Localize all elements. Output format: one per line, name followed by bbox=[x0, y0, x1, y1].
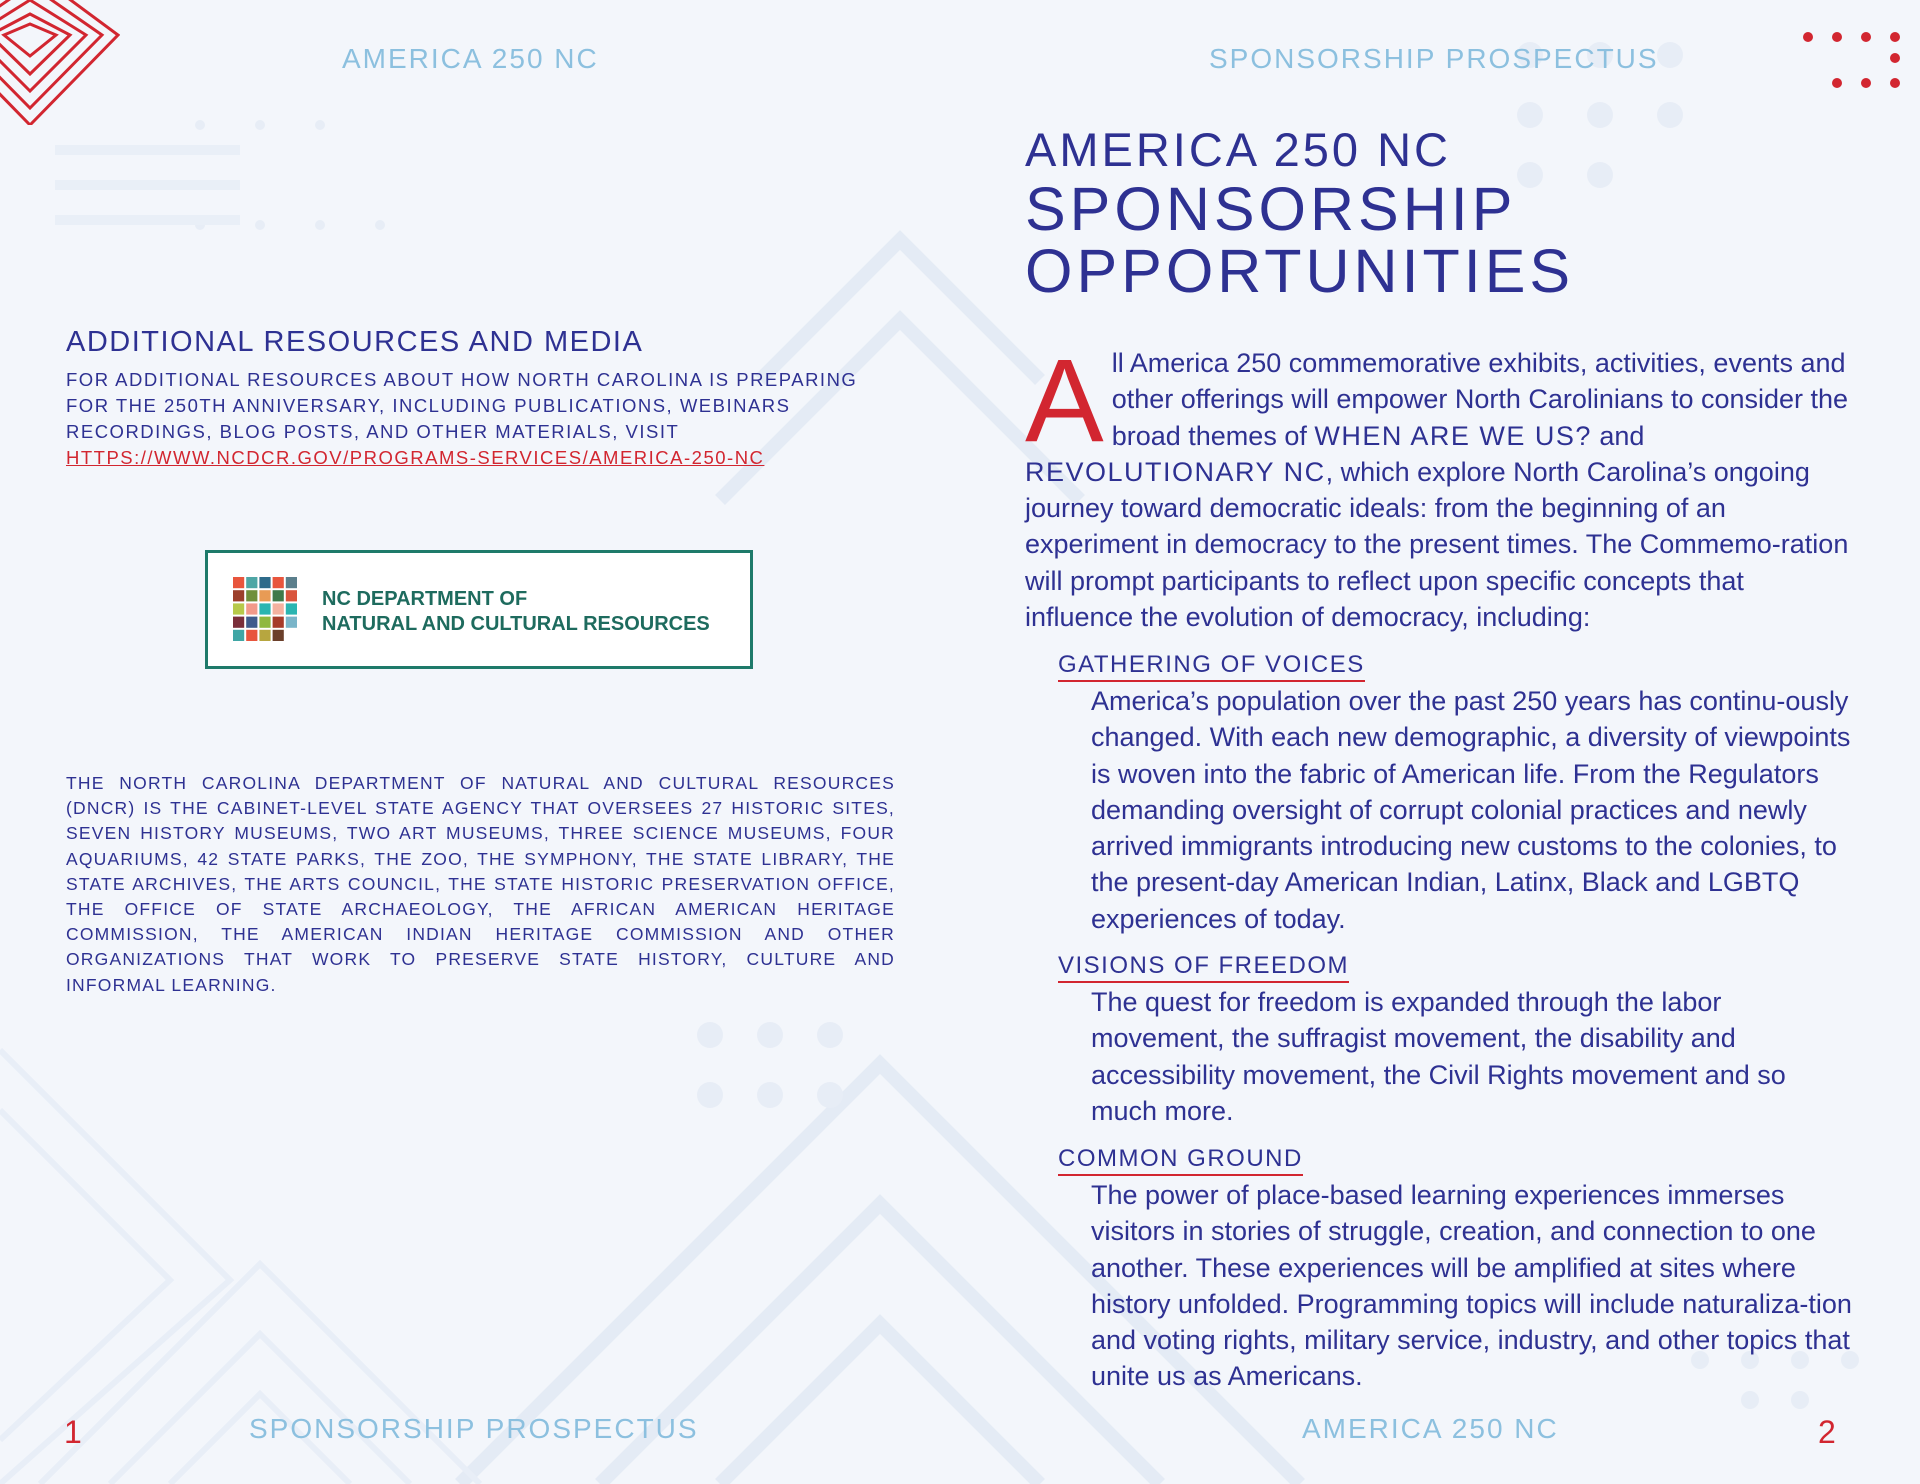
intro-text-3: , which explore North Carolina’s ongoing journey toward democratic ideals: from the beginning of an experiment in democracy to the present times. The Commemo-ration will prompt participants to reflect upon specific concepts that influence the evolution of democracy, including: bbox=[1025, 456, 1849, 633]
section-heading-common-ground: COMMON GROUND bbox=[1058, 1144, 1303, 1176]
section-heading-visions-of-freedom: VISIONS OF FREEDOM bbox=[1058, 951, 1349, 983]
theme-when-are-we-us: WHEN ARE WE US? bbox=[1314, 420, 1592, 451]
section-body-gathering-of-voices: America’s population over the past 250 years has continu-ously changed. With each new demographic, a diversity of viewpoints is woven into the fabric of American life. From the Regulators demanding oversight of corrupt colonial practices and newly arrived immigrants introducing new customs to the colonies, to the present-day American Indian, Latinx, Black and LGBTQ experiences of today. bbox=[1091, 686, 1851, 934]
logo-tile bbox=[273, 603, 284, 614]
resources-title: ADDITIONAL RESOURCES AND MEDIA bbox=[66, 326, 644, 358]
logo-tile bbox=[233, 630, 244, 641]
resources-body bbox=[66, 367, 906, 471]
logo-tile bbox=[273, 617, 284, 628]
ncdncr-logo bbox=[205, 550, 753, 669]
diamond-ornament-icon bbox=[0, 0, 120, 125]
logo-tile bbox=[286, 603, 297, 614]
intro-text-2: and bbox=[1591, 420, 1645, 451]
left-page-number: 1 bbox=[64, 1414, 82, 1450]
logo-tile bbox=[286, 577, 297, 588]
right-page-header: SPONSORSHIP PROSPECTUS bbox=[1209, 43, 1659, 74]
logo-tile bbox=[259, 630, 270, 641]
section-body-common-ground: The power of place-based learning experiences immerses visitors in stories of struggle, creation, and connection to one another. These experiences will be amplified at sites where history unfolded. Programming topics will include naturaliza-tion and voting rights, military service, industry, and other topics that unite us as Americans. bbox=[1091, 1180, 1852, 1392]
right-page-number: 2 bbox=[1818, 1414, 1836, 1450]
logo-tile bbox=[259, 617, 270, 628]
logo-tile bbox=[259, 590, 270, 601]
logo-tile bbox=[286, 617, 297, 628]
left-page-footer: SPONSORSHIP PROSPECTUS bbox=[249, 1413, 699, 1444]
logo-tile bbox=[246, 577, 257, 588]
logo-tile bbox=[233, 617, 244, 628]
logo-tile bbox=[259, 577, 270, 588]
logo-tile bbox=[233, 590, 244, 601]
page-title bbox=[1025, 122, 1575, 305]
logo-line-1: NC DEPARTMENT OF bbox=[322, 588, 528, 610]
intro-paragraph bbox=[1025, 335, 1855, 635]
intro-text-1: ll America 250 commemorative exhibits, activities, events and other offerings will empower North Carolinians to consider the broad themes of bbox=[1111, 348, 1849, 451]
section-body-visions-of-freedom: The quest for freedom is expanded through the labor movement, the suffragist movement, the disability and accessibility movement, the Civil Rights movement and so much more. bbox=[1091, 987, 1786, 1126]
logo-line-2: NATURAL AND CULTURAL RESOURCES bbox=[322, 613, 710, 635]
logo-tile bbox=[273, 590, 284, 601]
logo-tile bbox=[233, 577, 244, 588]
resources-text: FOR ADDITIONAL RESOURCES ABOUT HOW NORTH CAROLINA IS PREPARING FOR THE 250TH ANNIVERSARY, INCLUDING PUBLICATIONS, WEBINARS RECORDINGS, BLOG POSTS, AND OTHER MATERIALS, VISIT bbox=[66, 369, 858, 442]
section-heading-gathering-of-voices: GATHERING OF VOICES bbox=[1058, 650, 1365, 682]
logo-tile bbox=[273, 630, 284, 641]
logo-tile bbox=[246, 603, 257, 614]
logo-tile bbox=[286, 590, 297, 601]
logo-tile bbox=[246, 630, 257, 641]
drop-cap: A bbox=[1025, 335, 1104, 467]
resources-link[interactable]: HTTPS://WWW.NCDCR.GOV/PROGRAMS-SERVICES/AMERICA-250-NC bbox=[66, 447, 765, 468]
logo-tile bbox=[273, 577, 284, 588]
dot-grid-ornament-icon bbox=[1790, 25, 1920, 100]
logo-tile bbox=[233, 603, 244, 614]
theme-revolutionary-nc: REVOLUTIONARY NC bbox=[1025, 456, 1326, 487]
logo-tile bbox=[246, 590, 257, 601]
logo-tile-grid-icon bbox=[233, 577, 299, 643]
title-line-3: OPPORTUNITIES bbox=[1025, 237, 1575, 305]
dncr-description: THE NORTH CAROLINA DEPARTMENT OF NATURAL AND CULTURAL RESOURCES (DNCR) IS THE CABINET-LEVEL STATE AGENCY THAT OVERSEES 27 HISTORIC SITES, SEVEN HISTORY MUSEUMS, TWO ART MUSEUMS, THREE SCIENCE MUSEUMS, FOUR AQUARIUMS, 42 STATE PARKS, THE ZOO, THE SYMPHONY, THE STATE LIBRARY, THE STATE ARCHIVES, THE ARTS COUNCIL, THE STATE HISTORIC PRESERVATION OFFICE, THE OFFICE OF STATE ARCHAEOLOGY, THE AFRICAN AMERICAN HERITAGE COMMISSION, THE AMERICAN INDIAN HERITAGE COMMISSION AND OTHER ORGANIZATIONS THAT WORK TO PRESERVE STATE HISTORY, CULTURE AND INFORMAL LEARNING. bbox=[66, 773, 895, 995]
right-page-footer: AMERICA 250 NC bbox=[1302, 1413, 1559, 1444]
logo-tile bbox=[259, 603, 270, 614]
logo-tile bbox=[246, 617, 257, 628]
left-page-header: AMERICA 250 NC bbox=[342, 43, 599, 74]
title-line-1: AMERICA 250 NC bbox=[1025, 123, 1451, 176]
logo-text bbox=[322, 587, 710, 637]
title-line-2: SPONSORSHIP bbox=[1025, 175, 1517, 243]
